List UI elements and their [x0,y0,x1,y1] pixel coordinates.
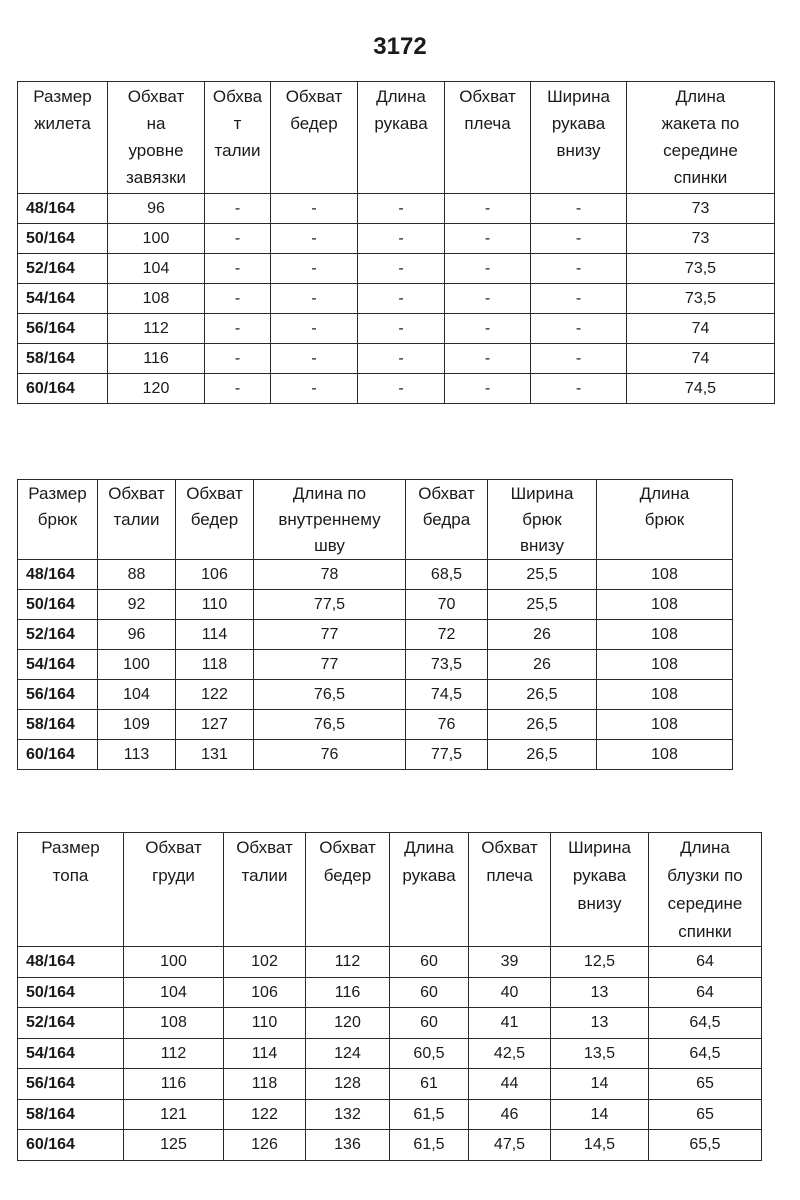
col-header: Длина жакета по середине спинки [627,82,775,194]
table-row [18,374,775,404]
size-cell: 56/164 [18,1069,124,1100]
col-header: Размер брюк [18,480,98,560]
size-cell: 48/164 [18,194,108,224]
measure-cell: - [271,224,358,254]
table-row [18,560,733,590]
table-header-row [18,480,733,560]
measure-cell: 127 [176,710,254,740]
table-body [18,194,775,404]
table-header-row [18,82,775,194]
measure-cell: - [271,374,358,404]
measure-cell: - [445,254,531,284]
table-row [18,740,733,770]
measure-cell: 96 [98,620,176,650]
measure-cell: 61,5 [390,1130,469,1161]
measure-cell: - [205,224,271,254]
col-header: Обхват груди [124,833,224,947]
measure-cell: 136 [306,1130,390,1161]
measure-cell: - [205,374,271,404]
measure-cell: - [531,224,627,254]
size-cell: 58/164 [18,344,108,374]
measure-cell: 26 [488,650,597,680]
measure-cell: 110 [176,590,254,620]
table-row [18,194,775,224]
measure-cell: 108 [124,1008,224,1039]
measure-cell: 73,5 [627,284,775,314]
page-title: 3172 [373,33,427,60]
measure-cell: 112 [124,1038,224,1069]
measure-cell: 60 [390,947,469,978]
measure-cell: - [445,344,531,374]
size-cell: 50/164 [18,224,108,254]
measure-cell: - [205,254,271,284]
measure-cell: 14 [551,1069,649,1100]
size-cell: 50/164 [18,977,124,1008]
table-row [18,620,733,650]
measure-cell: 116 [108,344,205,374]
measure-cell: 42,5 [469,1038,551,1069]
measure-cell: 77 [254,650,406,680]
table-row [18,680,733,710]
table-body [18,560,733,770]
col-header: Обхват бедер [271,82,358,194]
measure-cell: - [445,224,531,254]
measure-cell: 126 [224,1130,306,1161]
size-cell: 54/164 [18,650,98,680]
measure-cell: 112 [306,947,390,978]
measure-cell: 13 [551,977,649,1008]
measure-cell: - [445,374,531,404]
table-row [18,977,762,1008]
measure-cell: 100 [108,224,205,254]
measure-cell: 110 [224,1008,306,1039]
measure-cell: - [358,314,445,344]
measure-cell: 40 [469,977,551,1008]
measure-cell: 74 [627,314,775,344]
measure-cell: 61,5 [390,1099,469,1130]
measure-cell: 108 [597,620,733,650]
trousers-size-table [17,479,733,770]
vest-size-table [17,81,775,404]
col-header: Обхват плеча [469,833,551,947]
measure-cell: 64,5 [649,1008,762,1039]
top-size-table [17,832,762,1161]
col-header: Длина рукава [390,833,469,947]
size-cell: 58/164 [18,1099,124,1130]
measure-cell: 47,5 [469,1130,551,1161]
size-cell: 50/164 [18,590,98,620]
col-header: Длина блузки по середине спинки [649,833,762,947]
measure-cell: 116 [124,1069,224,1100]
measure-cell: 125 [124,1130,224,1161]
measure-cell: 77,5 [406,740,488,770]
measure-cell: 60 [390,977,469,1008]
measure-cell: 41 [469,1008,551,1039]
measure-cell: 100 [98,650,176,680]
size-cell: 52/164 [18,1008,124,1039]
measure-cell: 77 [254,620,406,650]
measure-cell: 60 [390,1008,469,1039]
measure-cell: 108 [108,284,205,314]
size-cell: 54/164 [18,284,108,314]
measure-cell: - [445,314,531,344]
size-cell: 52/164 [18,254,108,284]
measure-cell: 25,5 [488,560,597,590]
table-row [18,590,733,620]
measure-cell: 65,5 [649,1130,762,1161]
measure-cell: 122 [224,1099,306,1130]
measure-cell: 74,5 [627,374,775,404]
measure-cell: 116 [306,977,390,1008]
size-cell: 58/164 [18,710,98,740]
measure-cell: 78 [254,560,406,590]
table-row [18,344,775,374]
measure-cell: 108 [597,740,733,770]
measure-cell: 64 [649,947,762,978]
col-header: Длина по внутреннему шву [254,480,406,560]
measure-cell: 112 [108,314,205,344]
col-header: Размер топа [18,833,124,947]
size-cell: 56/164 [18,314,108,344]
col-header: Длина брюк [597,480,733,560]
size-cell: 60/164 [18,1130,124,1161]
table-row [18,1069,762,1100]
measure-cell: 74,5 [406,680,488,710]
measure-cell: 108 [597,560,733,590]
measure-cell: 39 [469,947,551,978]
measure-cell: 113 [98,740,176,770]
measure-cell: - [271,344,358,374]
measure-cell: - [358,374,445,404]
measure-cell: 104 [108,254,205,284]
measure-cell: 73 [627,224,775,254]
col-header: Ширина брюк внизу [488,480,597,560]
measure-cell: 13,5 [551,1038,649,1069]
measure-cell: - [271,254,358,284]
measure-cell: - [271,284,358,314]
measure-cell: 118 [224,1069,306,1100]
measure-cell: 92 [98,590,176,620]
measure-cell: 108 [597,680,733,710]
measure-cell: - [445,284,531,314]
measure-cell: 26,5 [488,710,597,740]
measure-cell: - [205,284,271,314]
col-header: Обхват плеча [445,82,531,194]
measure-cell: 46 [469,1099,551,1130]
measure-cell: 25,5 [488,590,597,620]
col-header: Обхват бедра [406,480,488,560]
measure-cell: - [358,344,445,374]
table-header-row [18,833,762,947]
measure-cell: 100 [124,947,224,978]
table-row [18,314,775,344]
measure-cell: 132 [306,1099,390,1130]
col-header: Размер жилета [18,82,108,194]
table-row [18,710,733,740]
measure-cell: - [531,314,627,344]
measure-cell: 72 [406,620,488,650]
table-row [18,947,762,978]
measure-cell: - [205,314,271,344]
size-cell: 48/164 [18,560,98,590]
measure-cell: 13 [551,1008,649,1039]
measure-cell: 14 [551,1099,649,1130]
measure-cell: 44 [469,1069,551,1100]
col-header: Длина рукава [358,82,445,194]
measure-cell: - [531,254,627,284]
measure-cell: 106 [224,977,306,1008]
col-header: Ширина рукава внизу [531,82,627,194]
measure-cell: 114 [176,620,254,650]
measure-cell: - [271,194,358,224]
measure-cell: - [445,194,531,224]
table-row [18,1130,762,1161]
measure-cell: 64 [649,977,762,1008]
measure-cell: 61 [390,1069,469,1100]
col-header: Обхват талии [98,480,176,560]
measure-cell: 131 [176,740,254,770]
measure-cell: 108 [597,590,733,620]
measure-cell: 65 [649,1099,762,1130]
measure-cell: 60,5 [390,1038,469,1069]
measure-cell: 114 [224,1038,306,1069]
measure-cell: 73 [627,194,775,224]
measure-cell: 65 [649,1069,762,1100]
measure-cell: 120 [108,374,205,404]
measure-cell: 122 [176,680,254,710]
measure-cell: 88 [98,560,176,590]
col-header: Обхват на уровне завязки [108,82,205,194]
measure-cell: 12,5 [551,947,649,978]
table-row [18,1038,762,1069]
measure-cell: 104 [124,977,224,1008]
col-header: Обхват бедер [176,480,254,560]
measure-cell: 68,5 [406,560,488,590]
measure-cell: 77,5 [254,590,406,620]
measure-cell: 76 [254,740,406,770]
measure-cell: 120 [306,1008,390,1039]
measure-cell: - [531,194,627,224]
col-header: Обхват талии [224,833,306,947]
measure-cell: 108 [597,650,733,680]
table-row [18,284,775,314]
measure-cell: 76,5 [254,680,406,710]
measure-cell: 108 [597,710,733,740]
size-cell: 52/164 [18,620,98,650]
measure-cell: - [271,314,358,344]
measure-cell: 14,5 [551,1130,649,1161]
measure-cell: 26 [488,620,597,650]
measure-cell: 118 [176,650,254,680]
measure-cell: 73,5 [406,650,488,680]
measure-cell: 73,5 [627,254,775,284]
measure-cell: 121 [124,1099,224,1130]
measure-cell: 76,5 [254,710,406,740]
measure-cell: 74 [627,344,775,374]
measure-cell: 104 [98,680,176,710]
measure-cell: - [358,284,445,314]
table-row [18,1008,762,1039]
measure-cell: 128 [306,1069,390,1100]
table-row [18,1099,762,1130]
measure-cell: 109 [98,710,176,740]
measure-cell: 102 [224,947,306,978]
measure-cell: 70 [406,590,488,620]
measure-cell: 96 [108,194,205,224]
measure-cell: - [205,344,271,374]
size-cell: 48/164 [18,947,124,978]
measure-cell: 124 [306,1038,390,1069]
measure-cell: - [358,194,445,224]
table-body [18,947,762,1161]
size-cell: 54/164 [18,1038,124,1069]
measure-cell: - [531,344,627,374]
table-row [18,254,775,284]
measure-cell: 76 [406,710,488,740]
measure-cell: 106 [176,560,254,590]
measure-cell: 64,5 [649,1038,762,1069]
table-row [18,224,775,254]
size-cell: 60/164 [18,374,108,404]
measure-cell: 26,5 [488,680,597,710]
col-header: Ширина рукава внизу [551,833,649,947]
size-cell: 60/164 [18,740,98,770]
measure-cell: 26,5 [488,740,597,770]
measure-cell: - [205,194,271,224]
measure-cell: - [358,254,445,284]
measure-cell: - [358,224,445,254]
measure-cell: - [531,374,627,404]
col-header: Обхва т талии [205,82,271,194]
measure-cell: - [531,284,627,314]
col-header: Обхват бедер [306,833,390,947]
table-row [18,650,733,680]
size-cell: 56/164 [18,680,98,710]
